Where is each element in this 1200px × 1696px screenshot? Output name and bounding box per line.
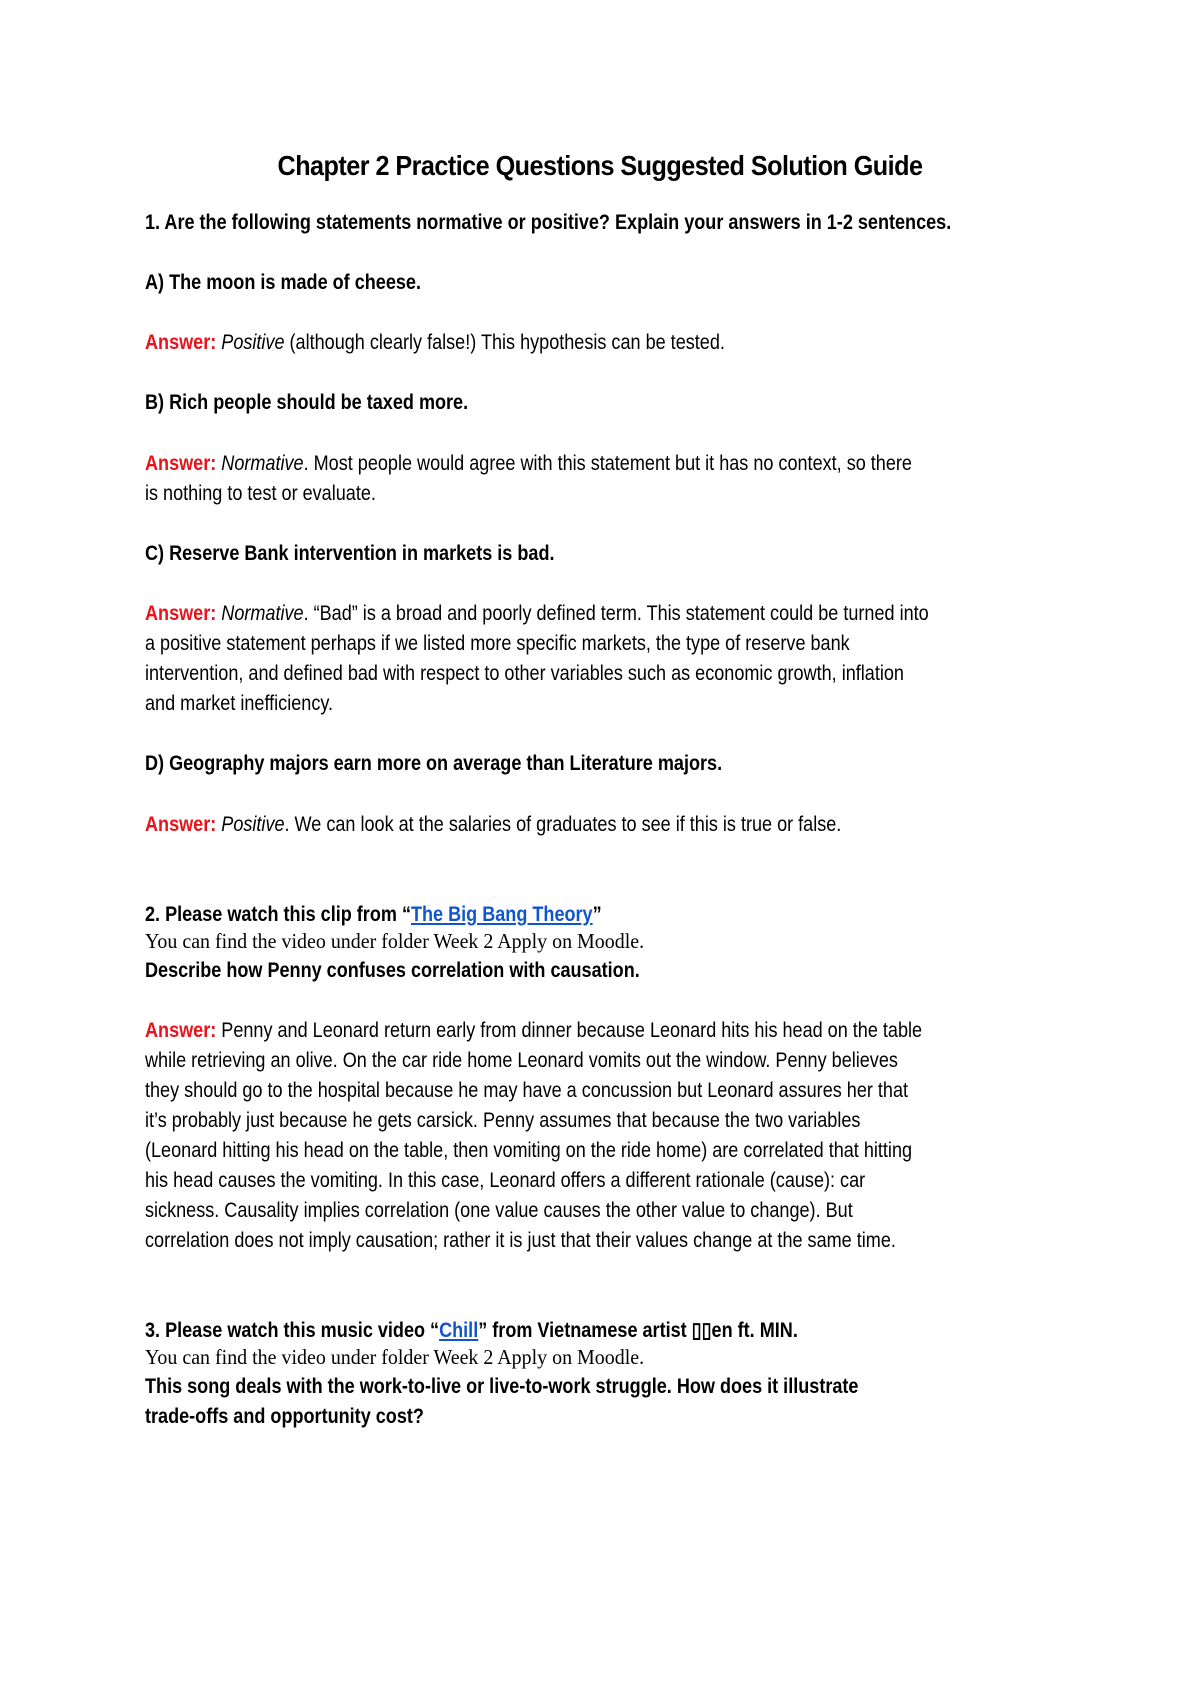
q3-video-note: You can find the video under folder Week 2 Apply on Moodle. bbox=[145, 1345, 645, 1369]
q1-answer-c bbox=[145, 597, 945, 630]
answer-label: Answer: bbox=[145, 331, 217, 354]
q1-answer-d bbox=[145, 808, 945, 841]
q2-answer-line-7: sickness. Causality implies correlation (one value causes the other value to change). But bbox=[145, 1199, 853, 1222]
answer-type: Positive bbox=[221, 813, 285, 836]
q1-prompt: 1. Are the following statements normative or positive? Explain your answers in 1-2 sentences. bbox=[145, 211, 952, 234]
answer-type: Normative bbox=[221, 602, 304, 625]
q1-answer-b bbox=[145, 447, 945, 480]
answer-text: . Most people would agree with this statement but it has no context, so there bbox=[303, 452, 912, 475]
q1-statement-b: B) Rich people should be taxed more. bbox=[145, 391, 469, 414]
answer-text: Penny and Leonard return early from dinner because Leonard hits his head on the table bbox=[216, 1019, 923, 1042]
answer-label: Answer: bbox=[145, 602, 217, 625]
q2-prompt-suffix: ” bbox=[592, 903, 602, 926]
answer-text: . “Bad” is a broad and poorly defined term. This statement could be turned into bbox=[303, 602, 929, 625]
q1-statement-d: D) Geography majors earn more on average than Literature majors. bbox=[145, 752, 723, 775]
q1-answer-a bbox=[145, 326, 945, 359]
q1-statement-a: A) The moon is made of cheese. bbox=[145, 271, 421, 294]
big-bang-theory-link[interactable]: The Big Bang Theory bbox=[410, 903, 593, 926]
q3-prompt-suffix: ” from Vietnamese artist ▯▯en ft. MIN. bbox=[478, 1319, 798, 1342]
q2-answer-line-2: while retrieving an olive. On the car ride home Leonard vomits out the window. Penny believes bbox=[145, 1049, 898, 1072]
answer-label: Answer: bbox=[145, 1019, 217, 1042]
q3-prompt-prefix: 3. Please watch this music video “ bbox=[145, 1319, 440, 1342]
q1-answer-c-line-2: a positive statement perhaps if we listed more specific markets, the type of reserve bank bbox=[145, 632, 850, 655]
answer-text: . We can look at the salaries of graduates to see if this is true or false. bbox=[284, 813, 842, 836]
q2-answer-line-5: (Leonard hitting his head on the table, then vomiting on the ride home) are correlated that hitting bbox=[145, 1139, 913, 1162]
q2-prompt-prefix: 2. Please watch this clip from “ bbox=[145, 903, 411, 926]
answer-label: Answer: bbox=[145, 813, 217, 836]
q2-answer-line-8: correlation does not imply causation; rather it is just that their values change at the same time. bbox=[145, 1229, 896, 1252]
q2-answer-line-6: his head causes the vomiting. In this case, Leonard offers a different rationale (cause): car bbox=[145, 1169, 866, 1192]
answer-type: Positive bbox=[221, 331, 285, 354]
q2-video-note: You can find the video under folder Week 2 Apply on Moodle. bbox=[145, 929, 645, 953]
q1-answer-b-line-2: is nothing to test or evaluate. bbox=[145, 482, 376, 505]
q1-answer-c-line-4: and market inefficiency. bbox=[145, 692, 334, 715]
q3-instruction: This song deals with the work-to-live or live-to-work struggle. How does it illustrate bbox=[145, 1375, 859, 1398]
answer-label: Answer: bbox=[145, 452, 217, 475]
q2-answer-line-3: they should go to the hospital because he may have a concussion but Leonard assures her that bbox=[145, 1079, 909, 1102]
q2-instruction: Describe how Penny confuses correlation with causation. bbox=[145, 959, 640, 982]
answer-type: Normative bbox=[221, 452, 304, 475]
answer-text: (although clearly false!) This hypothesis can be tested. bbox=[284, 331, 725, 354]
q2-answer bbox=[145, 1014, 945, 1047]
page-title: Chapter 2 Practice Questions Suggested Solution Guide bbox=[277, 150, 923, 181]
q3-instruction-line-2: trade-offs and opportunity cost? bbox=[145, 1405, 424, 1428]
q1-statement-c: C) Reserve Bank intervention in markets is bad. bbox=[145, 542, 555, 565]
chill-link[interactable]: Chill bbox=[439, 1319, 479, 1342]
q1-answer-c-line-3: intervention, and defined bad with respect to other variables such as economic growth, inflation bbox=[145, 662, 904, 685]
q2-answer-line-4: it’s probably just because he gets carsick. Penny assumes that because the two variables bbox=[145, 1109, 861, 1132]
